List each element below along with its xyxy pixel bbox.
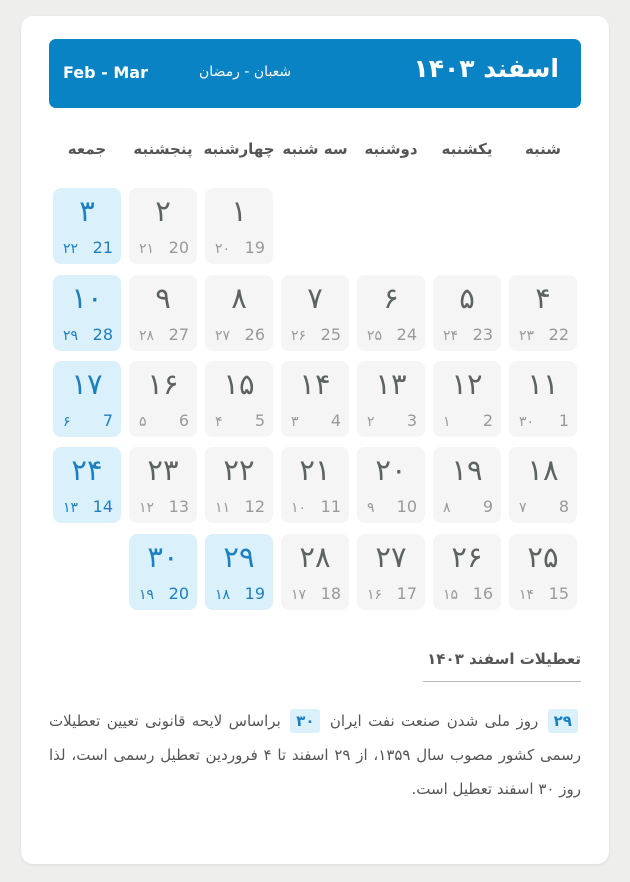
day-cell[interactable]: [509, 275, 577, 351]
gregorian-day: 9: [482, 497, 493, 516]
hijri-day: ۲۸: [139, 328, 155, 344]
day-cell[interactable]: [53, 447, 121, 523]
gregorian-day: 22: [548, 325, 569, 344]
weekday-saturday: شنبه: [524, 140, 562, 158]
month-title: اسفند ۱۴۰۳: [413, 54, 559, 83]
hijri-day: ۸: [443, 500, 451, 516]
day-cell[interactable]: [129, 361, 197, 437]
hijri-day: ۲۴: [443, 328, 459, 344]
gregorian-day: 20: [168, 238, 189, 257]
day-cell[interactable]: [357, 447, 425, 523]
day-number: ۹: [155, 281, 171, 315]
day-number: ۱۸: [527, 453, 559, 487]
day-number: ۳: [79, 194, 95, 228]
hijri-day: ۲۱: [139, 241, 155, 257]
day-cell[interactable]: [205, 447, 273, 523]
hijri-day: ۲۲: [63, 241, 79, 257]
gregorian-day: 4: [330, 411, 341, 430]
day-cell[interactable]: [129, 447, 197, 523]
day-number: ۸: [231, 281, 247, 315]
gregorian-day: 5: [254, 411, 265, 430]
day-cell[interactable]: [509, 447, 577, 523]
day-cell[interactable]: [357, 534, 425, 610]
holiday-badge[interactable]: ۳۰: [290, 709, 320, 733]
gregorian-day: 10: [396, 497, 417, 516]
gregorian-day: 17: [396, 584, 417, 603]
day-number: ۲۰: [375, 453, 407, 487]
day-cell[interactable]: [53, 361, 121, 437]
day-cell[interactable]: [53, 188, 121, 264]
day-cell[interactable]: [129, 275, 197, 351]
holiday-text: براساس لایحه قانونی تعیین تعطیلات رسمی کشور مصوب سال ۱۳۵۹، از ۲۹ اسفند تا ۴ فروردین تعطیل رسمی است، لذا روز ۳۰ اسفند تعطیل است.: [49, 712, 581, 798]
day-number: ۲۴: [71, 453, 103, 487]
day-number: ۱۵: [223, 367, 255, 401]
weekday-thursday: پنجشنبه: [133, 140, 193, 158]
day-number: ۲۸: [299, 540, 331, 574]
hijri-day: ۲۳: [519, 328, 535, 344]
hijri-day: ۳: [291, 414, 299, 430]
day-cell[interactable]: [509, 534, 577, 610]
day-number: ۱: [231, 194, 247, 228]
day-cell[interactable]: [433, 534, 501, 610]
gregorian-day: 28: [92, 325, 113, 344]
day-number: ۱۳: [375, 367, 407, 401]
hijri-day: ۱۹: [139, 587, 155, 603]
weekday-friday: جمعه: [67, 140, 107, 158]
day-number: ۲۵: [527, 540, 559, 574]
hijri-day: ۱۸: [215, 587, 231, 603]
holidays-title: تعطیلات اسفند ۱۴۰۳: [427, 650, 581, 668]
gregorian-day: 25: [320, 325, 341, 344]
day-number: ۲۳: [147, 453, 179, 487]
gregorian-day: 19: [244, 584, 265, 603]
calendar-header: [49, 39, 581, 108]
day-number: ۳۰: [147, 540, 179, 574]
weekday-monday: دوشنبه: [364, 140, 418, 158]
day-cell[interactable]: [205, 188, 273, 264]
day-cell[interactable]: [205, 534, 273, 610]
gregorian-day: 8: [558, 497, 569, 516]
day-cell[interactable]: [357, 275, 425, 351]
day-cell[interactable]: [129, 534, 197, 610]
weekday-tuesday: سه شنبه: [282, 140, 348, 158]
hijri-day: ۲۶: [291, 328, 307, 344]
gregorian-day: 2: [482, 411, 493, 430]
day-cell[interactable]: [357, 361, 425, 437]
holidays-divider: [423, 681, 581, 682]
hijri-day: ۱۶: [367, 587, 383, 603]
gregorian-day: 27: [168, 325, 189, 344]
hijri-day: ۱۵: [443, 587, 459, 603]
hijri-day: ۲۰: [215, 241, 231, 257]
gregorian-day: 1: [558, 411, 569, 430]
holidays-description: [49, 704, 581, 806]
hijri-day: ۱۲: [139, 500, 155, 516]
gregorian-day: 3: [406, 411, 417, 430]
gregorian-day: 26: [244, 325, 265, 344]
gregorian-day: 21: [92, 238, 113, 257]
day-cell[interactable]: [433, 361, 501, 437]
gregorian-day: 7: [102, 411, 113, 430]
hijri-day: ۱۷: [291, 587, 307, 603]
hijri-day: ۴: [215, 414, 223, 430]
day-number: ۵: [459, 281, 475, 315]
hijri-day: ۲۹: [63, 328, 79, 344]
day-cell[interactable]: [281, 275, 349, 351]
gregorian-day: 11: [320, 497, 341, 516]
gregorian-day: 23: [472, 325, 493, 344]
hijri-day: ۱۰: [291, 500, 307, 516]
gregorian-day: 6: [178, 411, 189, 430]
day-number: ۱۷: [71, 367, 103, 401]
day-number: ۱۰: [71, 281, 103, 315]
hijri-day: ۱۱: [215, 500, 231, 516]
day-cell[interactable]: [433, 275, 501, 351]
gregorian-day: 18: [320, 584, 341, 603]
gregorian-day: 12: [244, 497, 265, 516]
gregorian-day: 24: [396, 325, 417, 344]
holiday-badge[interactable]: ۲۹: [548, 709, 578, 733]
day-number: ۲۷: [375, 540, 407, 574]
day-cell[interactable]: [281, 534, 349, 610]
day-cell[interactable]: [509, 361, 577, 437]
gregorian-months: Feb - Mar: [63, 63, 148, 82]
hijri-day: ۲: [367, 414, 375, 430]
holiday-text: روز ملی شدن صنعت نفت ایران: [329, 712, 539, 730]
hijri-day: ۳۰: [519, 414, 535, 430]
weekday-header-row: [0, 140, 630, 164]
hijri-day: ۱۳: [63, 500, 79, 516]
day-cell[interactable]: [205, 275, 273, 351]
hijri-day: ۷: [519, 500, 527, 516]
weekday-wednesday: چهارشنبه: [203, 140, 275, 158]
gregorian-day: 16: [472, 584, 493, 603]
hijri-day: ۹: [367, 500, 375, 516]
hijri-day: ۲۷: [215, 328, 231, 344]
day-number: ۷: [307, 281, 323, 315]
hijri-day: ۱۴: [519, 587, 535, 603]
day-cell[interactable]: [53, 275, 121, 351]
gregorian-day: 19: [244, 238, 265, 257]
hijri-day: ۶: [63, 414, 71, 430]
day-number: ۲: [155, 194, 171, 228]
day-cell[interactable]: [433, 447, 501, 523]
day-cell[interactable]: [281, 447, 349, 523]
day-number: ۱۶: [147, 367, 179, 401]
day-cell[interactable]: [129, 188, 197, 264]
hijri-day: ۲۵: [367, 328, 383, 344]
day-number: ۱۴: [299, 367, 331, 401]
gregorian-day: 15: [548, 584, 569, 603]
gregorian-day: 14: [92, 497, 113, 516]
day-number: ۲۲: [223, 453, 255, 487]
weekday-sunday: یکشنبه: [441, 140, 493, 158]
day-cell[interactable]: [281, 361, 349, 437]
day-number: ۲۶: [451, 540, 483, 574]
hijri-day: ۵: [139, 414, 147, 430]
day-number: ۱۹: [451, 453, 483, 487]
day-number: ۲۱: [299, 453, 331, 487]
hijri-months: شعبان - رمضان: [199, 64, 292, 80]
day-number: ۱۱: [527, 367, 559, 401]
day-number: ۲۹: [223, 540, 255, 574]
hijri-day: ۱: [443, 414, 451, 430]
day-number: ۱۲: [451, 367, 483, 401]
day-number: ۶: [383, 281, 399, 315]
gregorian-day: 20: [168, 584, 189, 603]
gregorian-day: 13: [168, 497, 189, 516]
day-number: ۴: [535, 281, 551, 315]
day-cell[interactable]: [205, 361, 273, 437]
